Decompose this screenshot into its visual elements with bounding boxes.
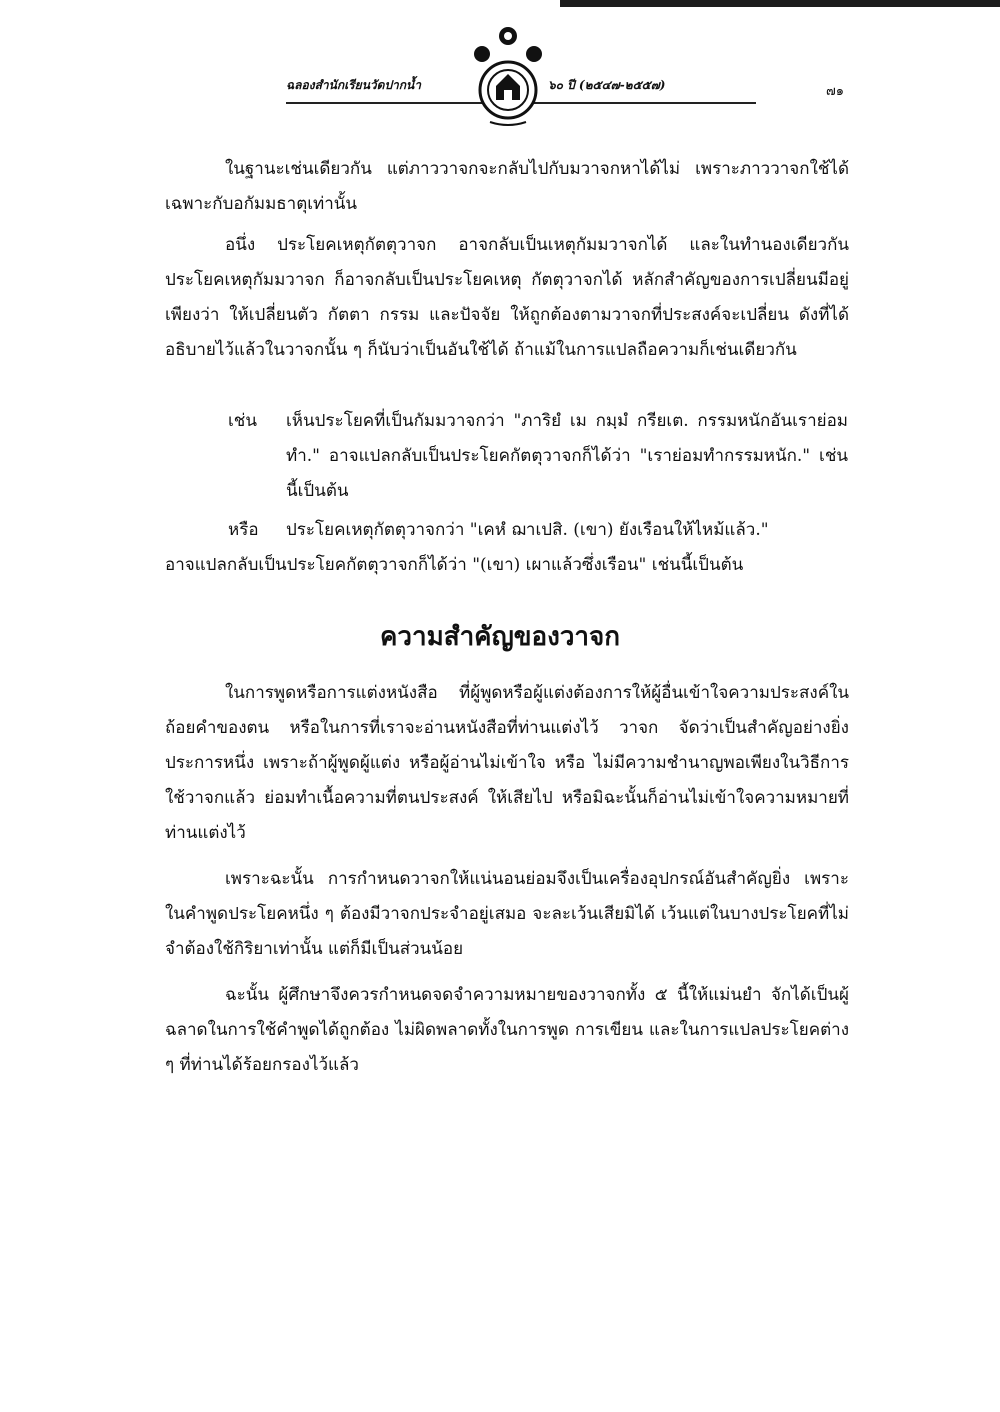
example-text-2: ประโยคเหตุกัตตุวาจกว่า "เคหํ ฌาเปสิ. (เขา) ยังเรือนให้ไหม้แล้ว." [286,520,769,540]
example-label-2: หรือ [228,520,259,540]
running-header-left: ฉลองสำนักเรียนวัดปากน้ำ [286,78,421,92]
example-label-1: เช่น [228,411,257,431]
section-paragraph-1: ในการพูดหรือการแต่งหนังสือ ที่ผู้พูดหรือผู้แต่งต้องการให้ผู้อื่นเข้าใจความประสงค์ในถ้อยคำของตน หรือในการที่เราจะอ่านหนังสือที่ท่านแต่งไว้ วาจก จัดว่าเป็นสำคัญอย่างยิ่งประการหนึ่ง เพราะถ้าผู้พูดผู้แต่ง หรือผู้อ่านไม่เข้าใจ หรือ ไม่มีความชำนาญพอเพียงในวิธีการใช้วาจกแล้ว ย่อมทำเนื้อความที่ตนประสงค์ ให้เสียไป หรือมิฉะนั้นก็อ่านไม่เข้าใจความหมายที่ท่านแต่งไว้ [165,683,849,843]
example-text-1: เห็นประโยคที่เป็นกัมมวาจกว่า "ภาริยํ เม กมฺมํ กรียเต. กรรมหนักอันเราย่อมทำ." อาจแปลกลับเป็นประโยคกัตตุวาจกก็ได้ว่า "เราย่อมทำกรรมหนัก." เช่นนี้เป็นต้น [286,411,848,501]
temple-emblem-icon [468,24,548,128]
example-continuation: อาจแปลกลับเป็นประโยคกัตตุวาจกก็ได้ว่า "(เขา) เผาแล้วซึ่งเรือน" เช่นนี้เป็นต้น [165,555,744,575]
section-heading: ความสำคัญของวาจก [379,622,620,652]
page-number: ๗๑ [825,84,844,99]
scan-edge-bar [560,0,1000,7]
running-header-right: ๖๐ ปี (๒๕๔๗-๒๕๕๗) [548,78,666,92]
paragraph-2: อนึ่ง ประโยคเหตุกัตตุวาจก อาจกลับเป็นเหตุกัมมวาจกได้ และในทำนองเดียวกัน ประโยคเหตุกัมมวาจก ก็อาจกลับเป็นประโยคเหตุ กัตตุวาจกได้ หลักสำคัญของการเปลี่ยนมีอยู่เพียงว่า ให้เปลี่ยนตัว กัตตา กรรม และปัจจัย ให้ถูกต้องตามวาจกที่ประสงค์จะเปลี่ยน ดังที่ได้อธิบายไว้แล้วในวาจกนั้น ๆ ก็นับว่าเป็นอันใช้ได้ ถ้าแม้ในการแปลถือความก็เช่นเดียวกัน [165,235,849,360]
section-paragraph-3: ฉะนั้น ผู้ศึกษาจึงควรกำหนดจดจำความหมายของวาจกทั้ง ๕ นี้ให้แม่นยำ จักได้เป็นผู้ฉลาดในการใช้คำพูดได้ถูกต้อง ไม่ผิดพลาดทั้งในการพูด การเขียน และในการแปลประโยคต่าง ๆ ที่ท่านได้ร้อยกรองไว้แล้ว [165,985,849,1075]
section-paragraph-2: เพราะฉะนั้น การกำหนดวาจกให้แน่นอนย่อมจึงเป็นเครื่องอุปกรณ์อันสำคัญยิ่ง เพราะในคำพูดประโยคหนึ่ง ๆ ต้องมีวาจกประจำอยู่เสมอ จะละเว้นเสียมิได้ เว้นแต่ในบางประโยคที่ไม่จำต้องใช้กิริยาเท่านั้น แต่ก็มีเป็นส่วนน้อย [165,869,849,959]
paragraph-1: ในฐานะเช่นเดียวกัน แต่ภาววาจกจะกลับไปกับมวาจกหาได้ไม่ เพราะภาววาจกใช้ได้เฉพาะกับอกัมมธาตุเท่านั้น [165,159,849,214]
